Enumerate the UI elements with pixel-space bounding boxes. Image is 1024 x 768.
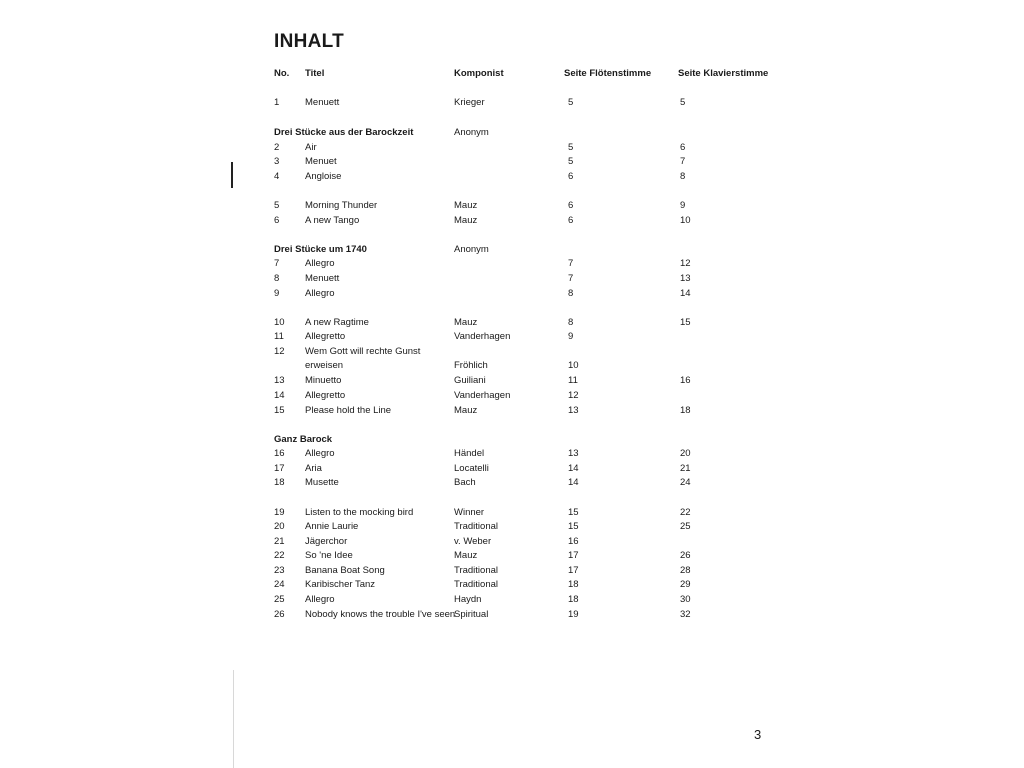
flute-page-cell: 5 — [568, 156, 574, 167]
piano-page-cell: 28 — [680, 565, 691, 576]
number-cell: 20 — [274, 521, 285, 532]
number-cell: 4 — [274, 171, 280, 182]
flute-page-cell: 14 — [568, 477, 579, 488]
composer-cell: Bach — [454, 477, 476, 488]
number-cell: 17 — [274, 463, 285, 474]
number-cell: 7 — [274, 258, 280, 269]
composer-cell: Locatelli — [454, 463, 489, 474]
piano-page-cell: 14 — [680, 288, 691, 299]
flute-page-cell: 8 — [568, 317, 574, 328]
piano-page-cell: 20 — [680, 448, 691, 459]
title-cell: Allegretto — [305, 390, 346, 401]
table-row — [0, 316, 1024, 330]
piano-page-cell: 9 — [680, 200, 686, 211]
flute-page-cell: 14 — [568, 463, 579, 474]
number-cell: 1 — [274, 97, 280, 108]
table-row — [0, 564, 1024, 578]
number-cell: 19 — [274, 507, 285, 518]
title-cell: Allegro — [305, 288, 335, 299]
flute-page-cell: 8 — [568, 288, 574, 299]
group-heading-row — [0, 126, 1024, 140]
table-row — [0, 535, 1024, 549]
title-cell: Listen to the mocking bird — [305, 507, 414, 518]
composer-cell: Anonym — [454, 127, 489, 138]
number-cell: 12 — [274, 346, 285, 357]
number-cell: 13 — [274, 375, 285, 386]
composer-cell: Fröhlich — [454, 360, 488, 371]
composer-cell: Mauz — [454, 200, 478, 211]
table-row — [0, 170, 1024, 184]
composer-cell: Winner — [454, 507, 485, 518]
page-edge-line — [233, 670, 234, 768]
title-cell: Karibischer Tanz — [305, 579, 376, 590]
table-row — [0, 374, 1024, 388]
group-heading-row — [0, 243, 1024, 257]
column-header-piano-page: Seite Klavierstimme — [678, 68, 769, 79]
number-cell: 23 — [274, 565, 285, 576]
title-cell: erweisen — [305, 360, 344, 371]
table-row — [0, 345, 1024, 359]
column-header-flute-page: Seite Flötenstimme — [564, 68, 652, 79]
table-row — [0, 462, 1024, 476]
column-header-no: No. — [274, 68, 290, 79]
table-row — [0, 447, 1024, 461]
flute-page-cell: 13 — [568, 405, 579, 416]
composer-cell: Krieger — [454, 97, 485, 108]
flute-page-cell: 6 — [568, 200, 574, 211]
column-header-composer: Komponist — [454, 68, 504, 79]
group-title: Drei Stücke aus der Barockzeit — [274, 127, 414, 138]
flute-page-cell: 19 — [568, 609, 579, 620]
composer-cell: Händel — [454, 448, 485, 459]
flute-page-cell: 7 — [568, 273, 574, 284]
number-cell: 16 — [274, 448, 285, 459]
title-cell: Allegro — [305, 258, 335, 269]
composer-cell: Traditional — [454, 521, 499, 532]
piano-page-cell: 12 — [680, 258, 691, 269]
group-title: Drei Stücke um 1740 — [274, 244, 367, 255]
flute-page-cell: 12 — [568, 390, 579, 401]
title-cell: A new Ragtime — [305, 317, 369, 328]
piano-page-cell: 30 — [680, 594, 691, 605]
flute-page-cell: 10 — [568, 360, 579, 371]
piano-page-cell: 18 — [680, 405, 691, 416]
number-cell: 9 — [274, 288, 280, 299]
title-cell: Musette — [305, 477, 339, 488]
table-row — [0, 549, 1024, 563]
number-cell: 5 — [274, 200, 280, 211]
table-row — [0, 155, 1024, 169]
piano-page-cell: 16 — [680, 375, 691, 386]
title-cell: A new Tango — [305, 215, 360, 226]
piano-page-cell: 6 — [680, 142, 686, 153]
title-cell: Menuett — [305, 273, 340, 284]
number-cell: 21 — [274, 536, 285, 547]
flute-page-cell: 11 — [568, 375, 578, 386]
flute-page-cell: 9 — [568, 331, 574, 342]
title-cell: Wem Gott will rechte Gunst — [305, 346, 421, 357]
piano-page-cell: 8 — [680, 171, 686, 182]
title-cell: Please hold the Line — [305, 405, 392, 416]
composer-cell: Guiliani — [454, 375, 486, 386]
title-cell: Banana Boat Song — [305, 565, 385, 576]
composer-cell: Traditional — [454, 565, 499, 576]
number-cell: 2 — [274, 142, 280, 153]
table-row — [0, 608, 1024, 622]
title-cell: Aria — [305, 463, 322, 474]
title-cell: Allegro — [305, 594, 335, 605]
title-cell: Menuet — [305, 156, 337, 167]
page-title: INHALT — [274, 31, 345, 52]
flute-page-cell: 5 — [568, 97, 574, 108]
number-cell: 8 — [274, 273, 280, 284]
composer-cell: Traditional — [454, 579, 499, 590]
piano-page-cell: 5 — [680, 97, 686, 108]
title-cell: Menuett — [305, 97, 340, 108]
title-cell: Allegro — [305, 448, 335, 459]
group-title: Ganz Barock — [274, 434, 333, 445]
piano-page-cell: 15 — [680, 317, 691, 328]
composer-cell: Anonym — [454, 244, 489, 255]
composer-cell: Mauz — [454, 317, 478, 328]
piano-page-cell: 13 — [680, 273, 691, 284]
piano-page-cell: 32 — [680, 609, 691, 620]
table-header — [0, 67, 1024, 81]
table-row — [0, 578, 1024, 592]
flute-page-cell: 6 — [568, 171, 574, 182]
number-cell: 15 — [274, 405, 285, 416]
number-cell: 11 — [274, 331, 284, 342]
composer-cell: Haydn — [454, 594, 482, 605]
column-header-title: Titel — [305, 68, 325, 79]
table-row — [0, 520, 1024, 534]
piano-page-cell: 25 — [680, 521, 691, 532]
number-cell: 25 — [274, 594, 285, 605]
flute-page-cell: 7 — [568, 258, 574, 269]
piano-page-cell: 26 — [680, 550, 691, 561]
piano-page-cell: 7 — [680, 156, 686, 167]
flute-page-cell: 18 — [568, 594, 579, 605]
group-heading-row — [0, 433, 1024, 447]
table-row — [0, 593, 1024, 607]
number-cell: 3 — [274, 156, 280, 167]
table-row — [0, 389, 1024, 403]
flute-page-cell: 18 — [568, 579, 579, 590]
number-cell: 18 — [274, 477, 285, 488]
composer-cell: Mauz — [454, 405, 478, 416]
flute-page-cell: 16 — [568, 536, 579, 547]
composer-cell: v. Weber — [454, 536, 492, 547]
number-cell: 22 — [274, 550, 285, 561]
piano-page-cell: 22 — [680, 507, 691, 518]
title-cell: Jägerchor — [305, 536, 348, 547]
table-row — [0, 359, 1024, 373]
title-cell: Nobody knows the trouble I've seen — [305, 609, 456, 620]
piano-page-cell: 24 — [680, 477, 691, 488]
number-cell: 10 — [274, 317, 285, 328]
composer-cell: Mauz — [454, 550, 478, 561]
table-row — [0, 476, 1024, 490]
number-cell: 6 — [274, 215, 280, 226]
piano-page-cell: 10 — [680, 215, 691, 226]
composer-cell: Mauz — [454, 215, 478, 226]
flute-page-cell: 13 — [568, 448, 579, 459]
flute-page-cell: 6 — [568, 215, 574, 226]
table-row — [0, 214, 1024, 228]
title-cell: Air — [305, 142, 317, 153]
title-cell: So 'ne Idee — [305, 550, 353, 561]
title-cell: Allegretto — [305, 331, 346, 342]
piano-page-cell: 29 — [680, 579, 691, 590]
title-cell: Annie Laurie — [305, 521, 359, 532]
flute-page-cell: 15 — [568, 507, 579, 518]
table-row — [0, 330, 1024, 344]
composer-cell: Spiritual — [454, 609, 489, 620]
flute-page-cell: 15 — [568, 521, 579, 532]
table-row — [0, 96, 1024, 110]
table-row — [0, 257, 1024, 271]
table-row — [0, 506, 1024, 520]
page-number: 3 — [754, 727, 762, 742]
composer-cell: Vanderhagen — [454, 390, 511, 401]
number-cell: 26 — [274, 609, 285, 620]
piano-page-cell: 21 — [680, 463, 691, 474]
table-row — [0, 199, 1024, 213]
flute-page-cell: 17 — [568, 550, 579, 561]
composer-cell: Vanderhagen — [454, 331, 511, 342]
table-row — [0, 287, 1024, 301]
table-row — [0, 272, 1024, 286]
table-row — [0, 404, 1024, 418]
title-cell: Morning Thunder — [305, 200, 378, 211]
flute-page-cell: 5 — [568, 142, 574, 153]
table-row — [0, 141, 1024, 155]
title-cell: Angloise — [305, 171, 342, 182]
title-cell: Minuetto — [305, 375, 342, 386]
number-cell: 14 — [274, 390, 285, 401]
number-cell: 24 — [274, 579, 285, 590]
flute-page-cell: 17 — [568, 565, 579, 576]
